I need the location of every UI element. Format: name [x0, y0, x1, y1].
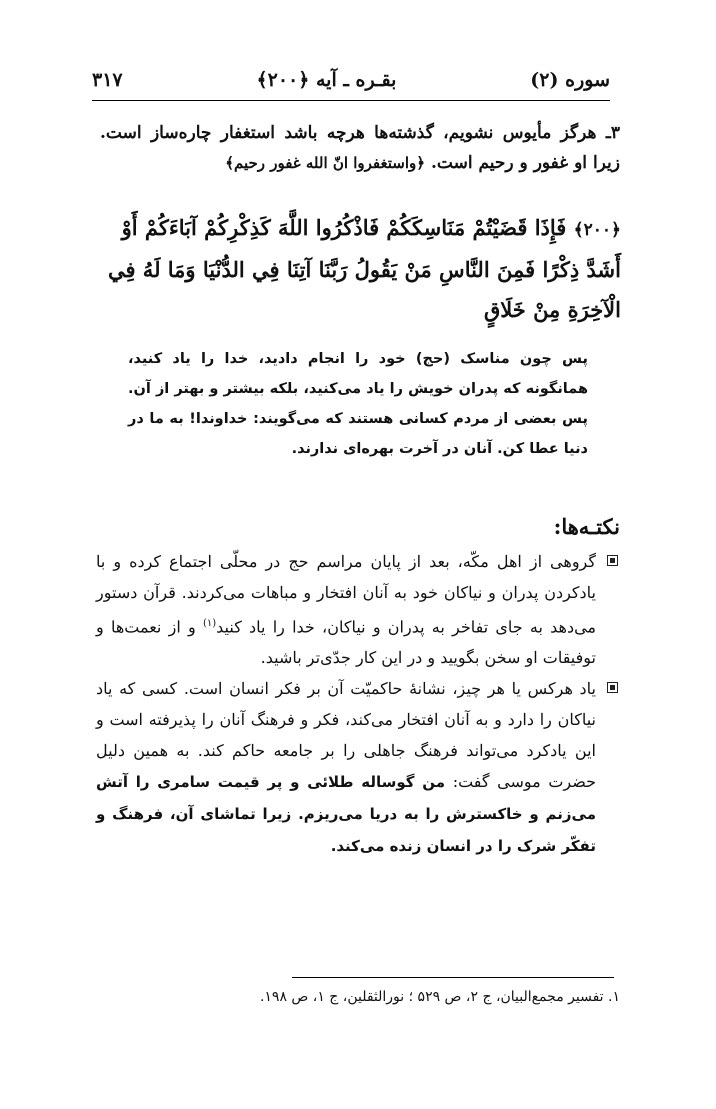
intro-point-number: ۳ـ: [605, 123, 620, 143]
verse-text: فَإِذَا قَضَيْتُمْ مَنَاسِكَكُمْ فَاذْكُرُوا اللَّهَ كَذِكْرِكُمْ آبَاءَكُمْ أَوْ أَشَدَّ ذِكْرًا فَمِنَ النَّاسِ مَنْ يَقُولُ رَبَّنَا آتِنَا فِي الدُّنْيَا وَمَا لَهُ فِي الْآخِرَةِ مِنْ خَلَاقٍ: [107, 215, 621, 322]
translation-text: پس چون مناسک (حج) خود را انجام دادید، خدا را یاد کنید، همانگونه که پدران خویش را یاد می‌کنید، بلکه بیشتر و بهتر از آن. پس بعضی از مردم کسانی هستند که می‌گویند: خداوندا! به ما در دنیا عطا کن. آنان در آخرت بهره‌ای ندارند.: [128, 351, 588, 457]
footnote: ۱. تفسیر مجمع‌البیان، ج ۲، ص ۵۲۹ ؛ نورالثقلین، ج ۱، ص ۱۹۸.: [259, 989, 620, 1005]
header-divider: [92, 100, 610, 101]
note-item: [96, 673, 620, 862]
square-bullet-icon: [607, 555, 618, 566]
running-header: [92, 60, 610, 100]
quran-verse: [93, 208, 621, 330]
note-item: [96, 546, 620, 673]
notes-list: [96, 546, 620, 862]
verse-number: ﴿۲۰۰﴾: [573, 220, 621, 240]
intro-point: [100, 118, 620, 178]
note-text-continued: و از نعمت‌ها و توفیقات او سخن بگویید و در این کار جدّی‌تر باشید.: [96, 617, 596, 668]
notes-heading: نکتـه‌ها:: [553, 514, 620, 539]
intro-point-text: هرگز مأیوس نشویم، گذشته‌ها هرچه باشد استغفار چاره‌ساز است. زیرا او غفور و رحیم است.: [100, 123, 620, 173]
surah-label: سوره (۲): [530, 69, 610, 91]
note-emphasis: من گوساله طلائی و پر قیمت سامری را آتش می‌زنم و خاکسترش را به دریا می‌ریزم. زیرا تماشای آن، فرهنگ و تفکّر شرک را در انسان زنده می‌کند.: [96, 773, 596, 856]
page-number: ۳۱۷: [92, 69, 123, 91]
ayah-location: بقـره ـ آیه ﴿۲۰۰﴾: [256, 69, 397, 91]
intro-point-quote: ﴿واستغفروا انّ الله غفور رحیم﴾: [225, 154, 426, 172]
note-text: گروهی از اهل مکّه، بعد از پایان مراسم حج در محلّی اجتماع کرده و با یادکردن پدران و نیاکان خود به آنان افتخار و مباهات می‌کردند. قرآن دستور می‌دهد به جای تفاخر به پدران و نیاکان، خدا را یاد کنید: [96, 552, 596, 637]
note-text: یاد هرکس یا هر چیز، نشانهٔ حاکمیّت آن بر فکر انسان است. کسی که یاد نیاکان را دارد و به آنان افتخار می‌کند، فکر و فرهنگ آنان را پذیرفته است و این یادکرد می‌تواند فرهنگ جاهلی را بر جامعه حاکم کند. به همین دلیل حضرت موسی گفت:: [96, 679, 596, 792]
footnote-ref: (۱): [202, 618, 217, 629]
footnote-divider: [292, 977, 614, 978]
square-bullet-icon: [607, 682, 618, 693]
verse-translation: [128, 344, 588, 464]
